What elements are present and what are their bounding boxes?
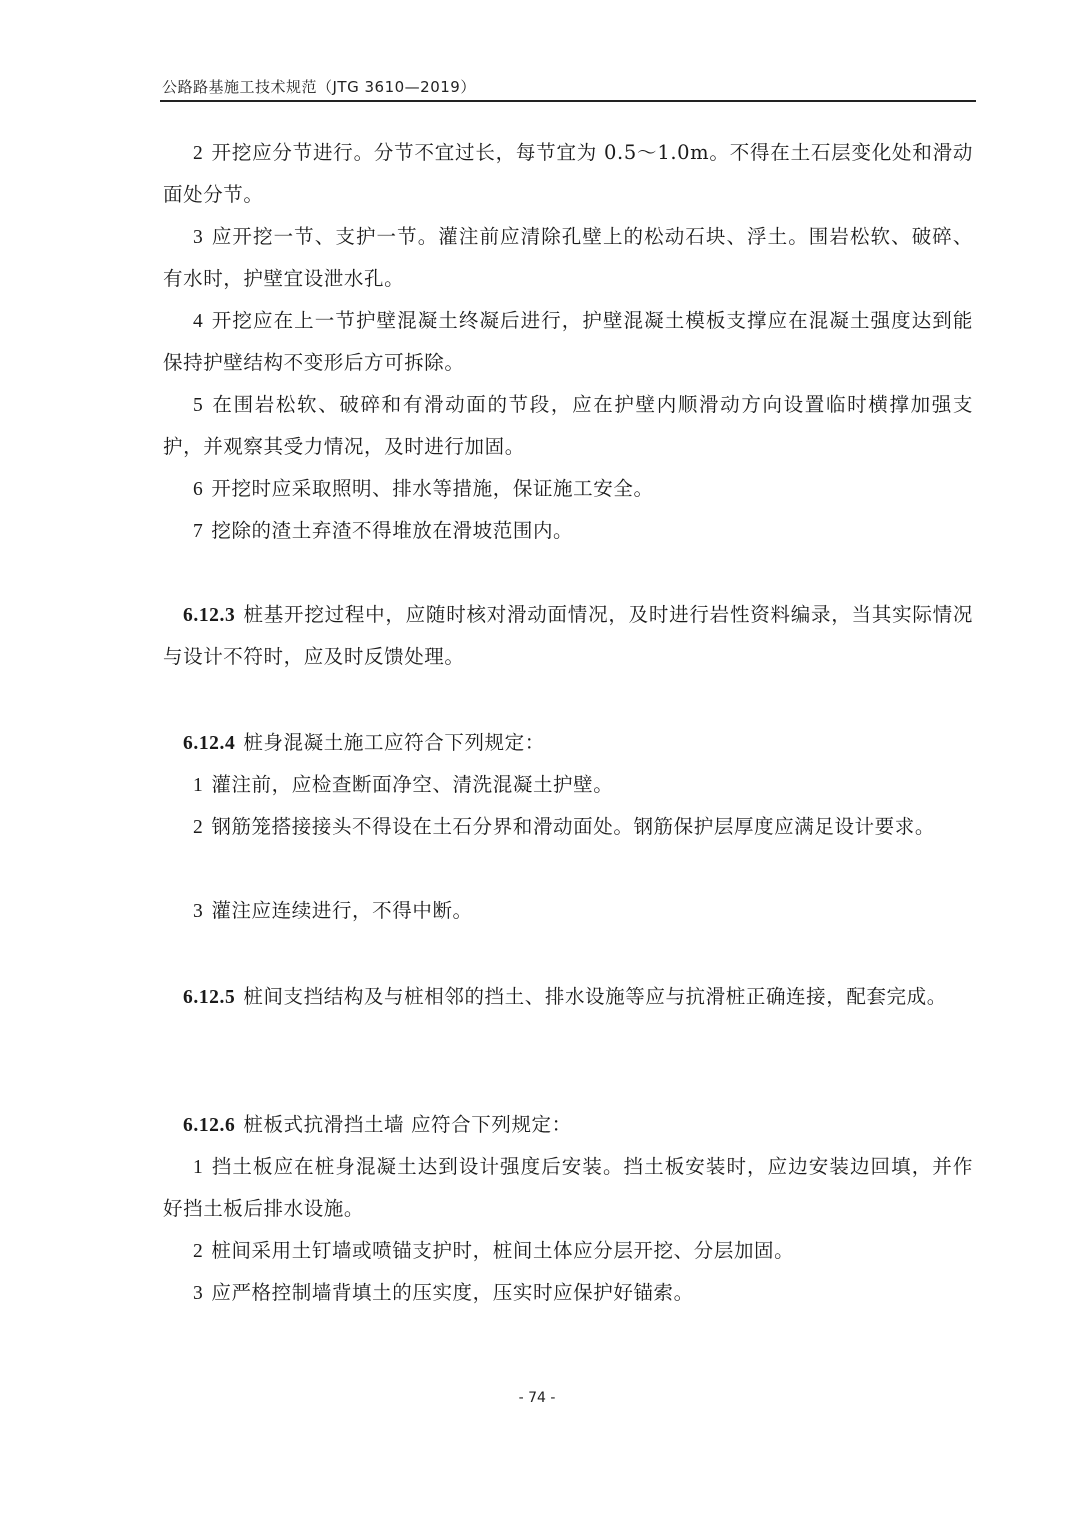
list-item [163,468,973,510]
item-number: 1 [193,1157,204,1178]
list-item [163,890,973,932]
clause-6-12-6 [163,1104,973,1146]
clause-number: 6.12.5 [183,987,236,1008]
list-item [163,1146,973,1229]
clause-text: 桩板式抗滑挡土墙 应符合下列规定： [243,1113,572,1136]
item-text: 挡土板应在桩身混凝土达到设计强度后安装。挡土板安装时，应边安装边回填，并作好挡土板后排水设施。 [163,1155,973,1220]
clause-6-12-4 [163,722,973,764]
running-header: 公路路基施工技术规范（JTG 3610—2019） [162,78,476,96]
item-text: 开挖应分节进行。分节不宜过长，每节宜为 0.5～1.0m。不得在土石层变化处和滑动面处分节。 [163,141,973,206]
clause-number: 6.12.4 [183,733,236,754]
list-item [163,216,973,299]
item-number: 3 [193,901,204,922]
item-text: 灌注应连续进行，不得中断。 [211,899,473,922]
item-text: 挖除的渣土弃渣不得堆放在滑坡范围内。 [211,519,574,542]
item-text: 钢筋笼搭接接头不得设在土石分界和滑动面处。钢筋保护层厚度应满足设计要求。 [211,815,935,838]
list-item [163,510,973,552]
list-item [163,806,973,848]
item-text: 开挖应在上一节护壁混凝土终凝后进行，护壁混凝土模板支撑应在混凝土强度达到能保持护壁结构不变形后方可拆除。 [163,309,973,374]
item-number: 1 [193,775,204,796]
item-text: 应严格控制墙背填土的压实度，压实时应保护好锚索。 [211,1281,694,1304]
item-number: 3 [193,1283,204,1304]
item-number: 2 [193,143,204,164]
item-number: 7 [193,521,204,542]
list-item [163,132,973,215]
item-text: 在围岩松软、破碎和有滑动面的节段，应在护壁内顺滑动方向设置临时横撑加强支护，并观察其受力情况，及时进行加固。 [163,393,973,458]
clause-6-12-5 [163,976,973,1018]
header-rule [160,100,976,102]
list-item [163,1230,973,1272]
clause-text: 桩身混凝土施工应符合下列规定： [243,731,545,754]
list-item [163,300,973,383]
item-number: 2 [193,1241,204,1262]
item-text: 桩间采用土钉墙或喷锚支护时，桩间土体应分层开挖、分层加固。 [211,1239,795,1262]
list-item [163,1272,973,1314]
item-number: 5 [193,395,204,416]
clause-6-12-3 [163,594,973,677]
item-text: 开挖时应采取照明、排水等措施，保证施工安全。 [211,477,654,500]
clause-number: 6.12.3 [183,605,236,626]
clause-number: 6.12.6 [183,1115,236,1136]
list-item [163,384,973,467]
clause-text: 桩基开挖过程中，应随时核对滑动面情况，及时进行岩性资料编录，当其实际情况与设计不符时，应及时反馈处理。 [163,603,973,668]
item-text: 应开挖一节、支护一节。灌注前应清除孔壁上的松动石块、浮土。围岩松软、破碎、有水时，护壁宜设泄水孔。 [163,225,973,290]
page-number: - 74 - [518,1390,556,1406]
clause-text: 桩间支挡结构及与桩相邻的挡土、排水设施等应与抗滑桩正确连接，配套完成。 [243,985,947,1008]
item-number: 3 [193,227,204,248]
item-number: 4 [193,311,204,332]
item-text: 灌注前，应检查断面净空、清洗混凝土护壁。 [211,773,614,796]
item-number: 2 [193,817,204,838]
list-item [163,764,973,806]
item-number: 6 [193,479,204,500]
